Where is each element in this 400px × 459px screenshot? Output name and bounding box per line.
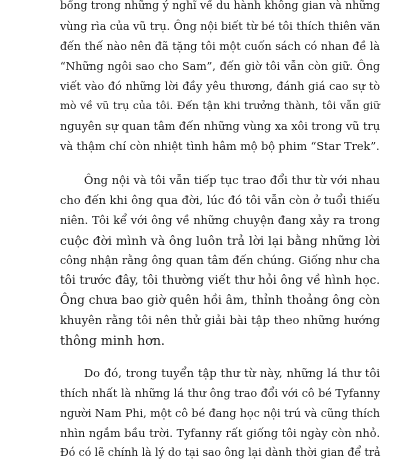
text-line: Ông nội và tôi vẫn tiếp tục trao đổi thư từ với nhau <box>84 173 380 187</box>
text-line: và thậm chí còn nhiệt tình hâm mộ bộ phim “Star Trek”. <box>60 140 380 153</box>
text-line: thích nhất là những lá thư ông trao đổi với cô bé Tyfanny <box>60 387 380 400</box>
text-line: Do đó, trong tuyển tập thư từ này, những lá thư tôi <box>84 366 380 380</box>
text-line: bống trong những ý nghĩ về du hành không gian và những <box>60 0 380 12</box>
text-line: viết vào đó những lời đầy yêu thương, đánh giá cao sự tò <box>60 80 380 93</box>
text-line: mò về vũ trụ của tôi. Đến tận khi trưởng thành, tôi vẫn giữ <box>60 100 380 112</box>
text-line: người Nam Phi, một cô bé đang học nội trú và cũng thích <box>60 407 380 420</box>
text-line: nguyên sự quan tâm đến những vùng xa xôi trong vũ trụ <box>60 120 381 133</box>
text-line: công nhận rằng ông quan tâm đến chúng. Giống như cha <box>60 254 380 267</box>
text-line: cuộc đời mình và ông luôn trả lời lại bằng những lời <box>60 234 380 248</box>
text-line: “Những ngôi sao cho Sam”, đến giờ tôi vẫn còn giữ. Ông <box>60 60 380 73</box>
text-line: khuyên rằng tôi nên thử giải bài tập theo những hướng <box>60 313 380 327</box>
text-line: tôi trước đây, tôi thường viết thư hỏi ông về hình học. <box>60 273 380 287</box>
text-line: cho đến khi ông qua đời, lúc đó tôi vẫn còn ở tuổi thiếu <box>60 193 380 207</box>
text-line: nhìn ngắm bầu trời. Tyfanny rất giống tôi ngày còn nhỏ. <box>60 427 380 440</box>
text-line: đến thế nào nên đã tặng tôi một cuốn sách có nhan đề là <box>60 40 380 53</box>
text-line: niên. Tôi kể với ông về những chuyện đang xảy ra trong <box>60 214 380 227</box>
text-line: Đó có lẽ chính là lý do tại sao ông lại dành thời gian để trả <box>60 446 381 459</box>
text-line: vùng rìa của vũ trụ. Ông nội biết từ bé tôi thích thiên văn <box>60 20 381 33</box>
text-line: Ông chưa bao giờ quên hồi âm, thỉnh thoảng ông còn <box>60 293 380 307</box>
text-line: thông minh hơn. <box>60 333 165 348</box>
